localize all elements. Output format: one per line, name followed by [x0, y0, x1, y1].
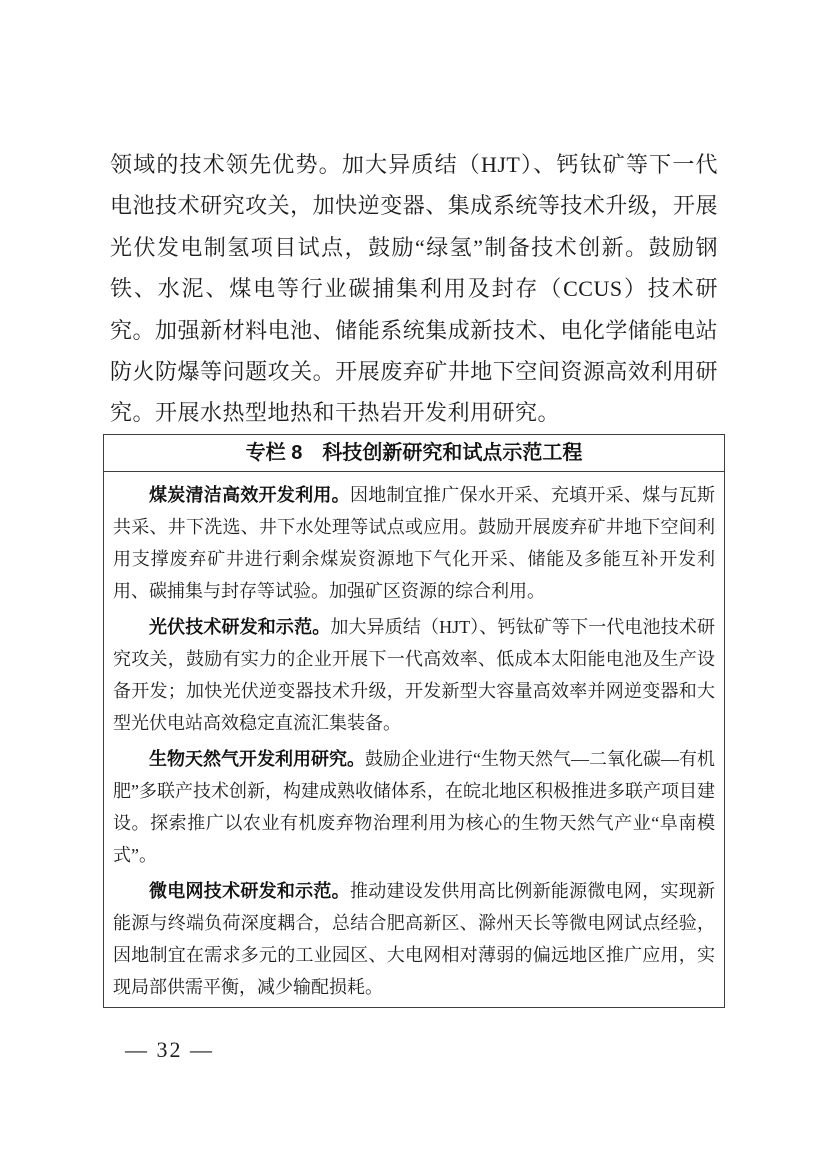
box-paragraph-biogas-text: 鼓励企业进行“生物天然气—二氧化碳—有机肥”多联产技术创新，构建成熟收储体系，在皖北地区积极推进多联产项目建设。探索推广以农业有机废弃物治理利用为核心的生物天然气产业“阜南模式”。 [113, 749, 715, 865]
box-paragraph-coal [113, 479, 715, 607]
column-box-title: 专栏 8 科技创新研究和试点示范工程 [104, 435, 724, 472]
box-paragraph-photovoltaic [113, 611, 715, 739]
box-paragraph-coal-text: 因地制宜推广保水开采、充填开采、煤与瓦斯共采、井下洗选、井下水处理等试点或应用。鼓励开展废弃矿井地下空间利用支撑废弃矿井进行剩余煤炭资源地下气化开采、储能及多能互补开发利用、碳捕集与封存等试验。加强矿区资源的综合利用。 [113, 485, 716, 601]
box-paragraph-microgrid [113, 875, 715, 1003]
column-box-body [104, 472, 724, 1003]
box-paragraph-photovoltaic-lead: 光伏技术研发和示范。 [149, 617, 331, 637]
column-box [103, 434, 725, 1008]
box-paragraph-coal-lead: 煤炭清洁高效开发利用。 [149, 485, 350, 505]
page-number: — 32 — [125, 1037, 214, 1062]
body-paragraph: 领域的技术领先优势。加大异质结（HJT）、钙钛矿等下一代电池技术研究攻关，加快逆变器、集成系统等技术升级，开展光伏发电制氢项目试点，鼓励“绿氢”制备技术创新。鼓励钢铁、水泥、煤电等行业碳捕集利用及封存（CCUS）技术研究。加强新材料电池、储能系统集成新技术、电化学储能电站防火防爆等问题攻关。开展废弃矿井地下空间资源高效利用研究。开展水热型地热和干热岩开发利用研究。 [110, 152, 718, 426]
box-paragraph-biogas [113, 743, 715, 871]
box-paragraph-microgrid-text: 推动建设发供用高比例新能源微电网，实现新能源与终端负荷深度耦合，总结合肥高新区、滁州天长等微电网试点经验，因地制宜在需求多元的工业园区、大电网相对薄弱的偏远地区推广应用，实现局部供需平衡，减少输配损耗。 [113, 881, 716, 997]
box-paragraph-photovoltaic-text: 加大异质结（HJT）、钙钛矿等下一代电池技术研究攻关，鼓励有实力的企业开展下一代高效率、低成本太阳能电池及生产设备开发；加快光伏逆变器技术升级，开发新型大容量高效率并网逆变器和大型光伏电站高效稳定直流汇集装备。 [113, 617, 716, 733]
box-paragraph-biogas-lead: 生物天然气开发利用研究。 [149, 749, 365, 769]
box-paragraph-microgrid-lead: 微电网技术研发和示范。 [149, 881, 350, 901]
